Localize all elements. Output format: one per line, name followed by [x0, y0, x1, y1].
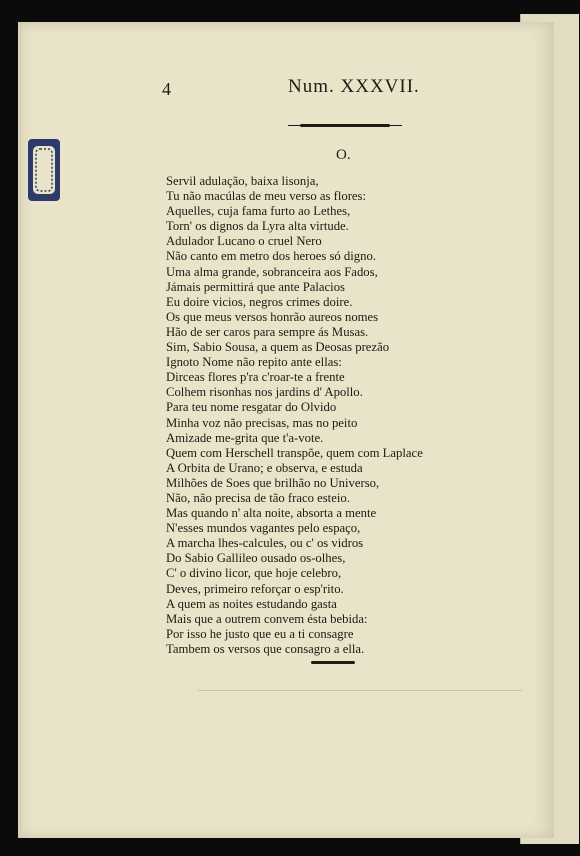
- poem-line: Tu não macúlas de meu verso as flores:: [166, 189, 367, 204]
- poem-line: Jámais permittirá que ante Palacios: [166, 279, 345, 294]
- poem-line: Mais que a outrem convem ésta bebida:: [166, 611, 368, 626]
- issue-number-heading: Num. XXXVII.: [288, 76, 420, 97]
- poem-line: Tambem os versos que consagro a ella.: [166, 641, 365, 656]
- poem-line: Hão de ser caros para sempre ás Musas.: [166, 324, 369, 339]
- poem-line: Uma alma grande, sobranceira aos Fados,: [166, 264, 378, 279]
- library-stamp-icon: [27, 138, 61, 202]
- poem-line: Não canto em metro dos heroes só digno.: [166, 249, 377, 264]
- poem-line: A quem as noites estudando gasta: [166, 596, 337, 611]
- poem-line: Não, não precisa de tão fraco esteio.: [166, 490, 350, 505]
- poem-line: Os que meus versos honrão aureos nomes: [166, 309, 379, 324]
- poem-line: Minha voz não precisas, mas no peito: [166, 415, 358, 430]
- ornamental-rule: [300, 124, 390, 127]
- page-number: 4: [162, 79, 171, 99]
- poem-line: Eu doire vicios, negros crimes doire.: [166, 294, 353, 309]
- poem-line: A Orbita de Urano; e observa, e estuda: [166, 460, 363, 475]
- closing-rule: [311, 661, 355, 664]
- poem-line: Adulador Lucano o cruel Nero: [166, 234, 322, 249]
- poem-line: Servil adulação, baixa lisonja,: [166, 174, 319, 188]
- poem-line: Aquelles, cuja fama furto ao Lethes,: [166, 204, 351, 219]
- poem-line: Mas quando n' alta noite, absorta a mente: [166, 506, 377, 521]
- section-mark: O.: [336, 147, 351, 163]
- poem-line: Deves, primeiro reforçar o esp'rito.: [166, 581, 344, 596]
- poem-line: Colhem risonhas nos jardins d' Apollo.: [166, 385, 363, 400]
- poem-line: Dirceas flores p'ra c'roar-te a frente: [166, 370, 345, 385]
- poem-line: Torn' os dignos da Lyra alta virtude.: [166, 219, 349, 234]
- poem-line: N'esses mundos vagantes pelo espaço,: [166, 521, 361, 536]
- bleed-through-rule: [198, 690, 522, 691]
- poem-line: Sim, Sabio Sousa, a quem as Deosas prezão: [166, 340, 390, 355]
- poem-line: Por isso he justo que eu a ti consagre: [166, 626, 354, 641]
- poem-line: Amizade me-grita que t'a-vote.: [166, 430, 324, 445]
- poem-line: A marcha lhes-calcules, ou c' os vidros: [166, 536, 364, 551]
- poem-line: Quem com Herschell transpõe, quem com Laplace: [166, 445, 423, 460]
- poem-line: Para teu nome resgatar do Olvido: [166, 400, 337, 415]
- poem-line: Ignoto Nome não repito ante ellas:: [166, 355, 342, 370]
- page-crease: [20, 24, 21, 834]
- poem-line: Do Sabio Gallileo ousado os-olhes,: [166, 551, 346, 566]
- poem-line: C' o divino licor, que hoje celebro,: [166, 566, 342, 581]
- poem-text: [166, 174, 486, 657]
- poem-line: Milhões de Soes que brilhão no Universo,: [166, 475, 380, 490]
